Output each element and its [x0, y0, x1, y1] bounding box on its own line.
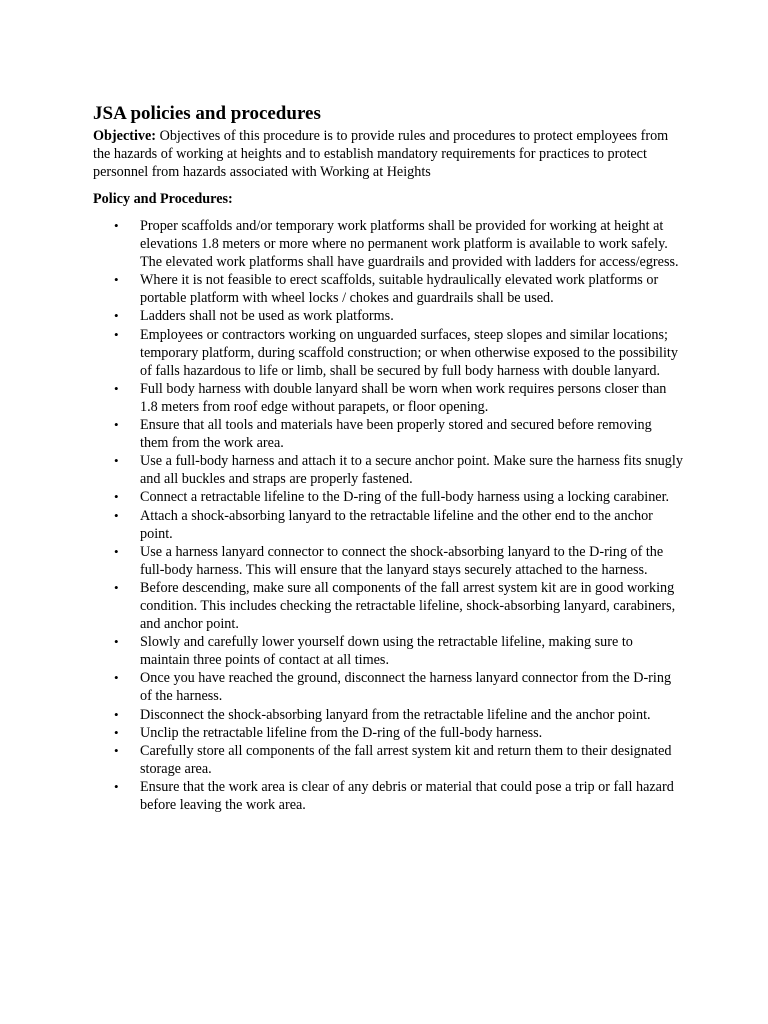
bullet-icon: • [114, 634, 119, 650]
bullet-icon: • [114, 272, 119, 288]
bullet-icon: • [114, 489, 119, 505]
list-item [93, 579, 683, 633]
list-item-text: Use a harness lanyard connector to connect the shock-absorbing lanyard to the D-ring of the full-body harness. This will ensure that the lanyard stays securely attached to the harness. [140, 543, 664, 578]
list-item [93, 416, 683, 452]
list-item [93, 742, 683, 778]
bullet-icon: • [114, 742, 119, 758]
list-item-text: Slowly and carefully lower yourself down using the retractable lifeline, making sure to maintain three points of contact at all times. [140, 634, 633, 669]
list-item-text: Once you have reached the ground, disconnect the harness lanyard connector from the D-ring of the harness. [140, 670, 672, 705]
document-page [93, 103, 683, 814]
list-item [93, 326, 683, 380]
list-item-text: Where it is not feasible to erect scaffolds, suitable hydraulically elevated work platforms or portable platform with wheel locks / chokes and guardrails shall be used. [140, 272, 659, 307]
bullet-icon: • [114, 706, 119, 722]
bullet-icon: • [114, 778, 119, 794]
list-item [93, 307, 683, 325]
list-item-text: Employees or contractors working on unguarded surfaces, steep slopes and similar locations; temporary platform, during scaffold construction; or when otherwise exposed to the possibility of falls hazardous to life or limb, shall be secured by full body harness with double lanyard. [140, 326, 678, 379]
procedure-list [93, 217, 683, 814]
list-item [93, 271, 683, 307]
bullet-icon: • [114, 308, 119, 324]
list-item-text: Disconnect the shock-absorbing lanyard from the retractable lifeline and the anchor point. [140, 706, 651, 723]
list-item-text: Ensure that all tools and materials have been properly stored and secured before removing them from the work area. [140, 417, 652, 452]
list-item-text: Ladders shall not be used as work platforms. [140, 308, 394, 325]
objective-text: Objectives of this procedure is to provide rules and procedures to protect employees from the hazards of working at heights and to establish mandatory requirements for practices to protect personnel from hazards associated with Working at Heights [93, 128, 669, 180]
bullet-icon: • [114, 670, 119, 686]
bullet-icon: • [114, 326, 119, 342]
list-item-text: Unclip the retractable lifeline from the D-ring of the full-body harness. [140, 724, 543, 741]
bullet-icon: • [114, 507, 119, 523]
list-item-text: Attach a shock-absorbing lanyard to the retractable lifeline and the other end to the anchor point. [140, 507, 653, 542]
list-item-text: Full body harness with double lanyard shall be worn when work requires persons closer than 1.8 meters from roof edge without parapets, or floor opening. [140, 380, 667, 415]
bullet-icon: • [114, 579, 119, 595]
bullet-icon: • [114, 218, 119, 233]
bullet-icon: • [114, 380, 119, 396]
bullet-icon: • [114, 724, 119, 740]
list-item-text: Before descending, make sure all components of the fall arrest system kit are in good working condition. This includes checking the retractable lifeline, shock-absorbing lanyard, carabiners, and anchor point. [140, 579, 676, 633]
list-item [93, 543, 683, 579]
bullet-icon: • [114, 417, 119, 433]
list-item [93, 452, 683, 488]
list-item [93, 633, 683, 669]
list-item-text: Ensure that the work area is clear of any debris or material that could pose a trip or fall hazard before leaving the work area. [140, 778, 674, 813]
bullet-icon: • [114, 543, 119, 559]
list-item [93, 507, 683, 543]
list-item [93, 669, 683, 705]
list-item [93, 380, 683, 416]
list-item-text: Use a full-body harness and attach it to a secure anchor point. Make sure the harness fits snugly and all buckles and straps are properly fastened. [140, 453, 683, 488]
list-item-text: Proper scaffolds and/or temporary work platforms shall be provided for working at height at elevations 1.8 meters or more where no permanent work platform is available to work safely. The elevated work platforms shall have guardrails and provided with ladders for access/egress. [140, 218, 679, 271]
list-item [93, 217, 683, 271]
list-item-text: Carefully store all components of the fall arrest system kit and return them to their designated storage area. [140, 742, 672, 777]
policy-heading: Policy and Procedures: [93, 191, 233, 207]
list-item [93, 778, 683, 814]
list-item [93, 724, 683, 742]
list-item [93, 488, 683, 506]
list-item-text: Connect a retractable lifeline to the D-ring of the full-body harness using a locking carabiner. [140, 489, 670, 506]
list-item [93, 706, 683, 724]
document-title: JSA policies and procedures [93, 103, 321, 124]
objective-paragraph [93, 127, 683, 181]
bullet-icon: • [114, 453, 119, 469]
objective-label: Objective: [93, 128, 157, 144]
